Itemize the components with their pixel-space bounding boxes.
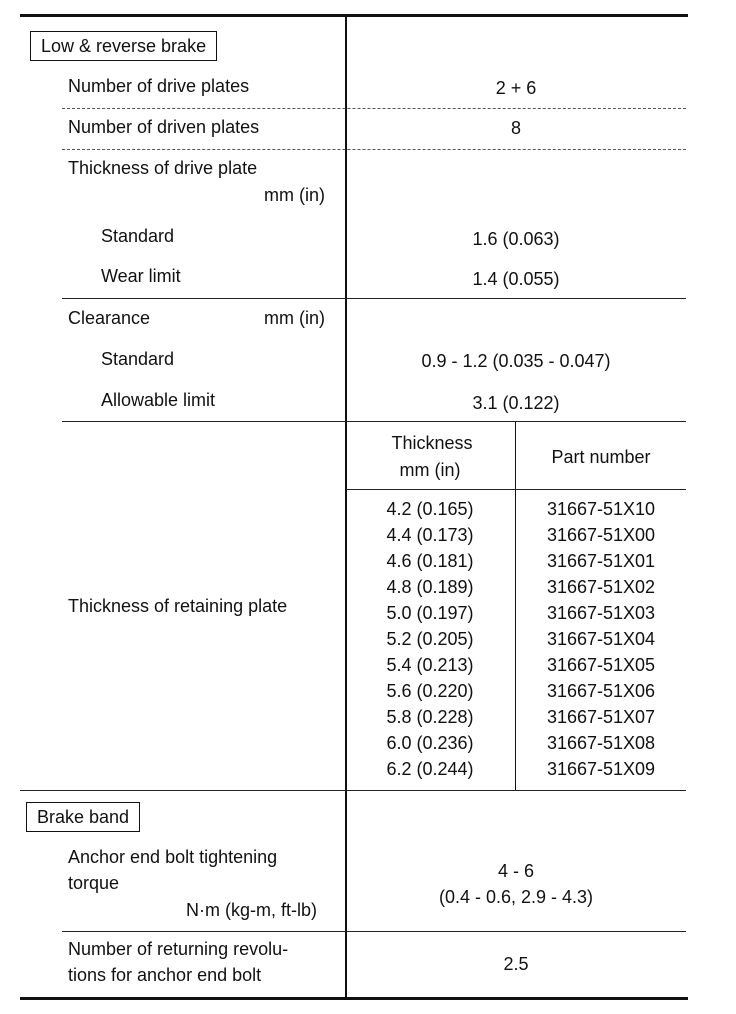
label-clearance-standard: Standard [101,349,175,369]
cell-thickness: 5.8 (0.228) [386,707,474,727]
label-returning-rev-line1: Number of returning revolu- [68,939,289,959]
cell-thickness: 5.6 (0.220) [386,681,474,701]
cell-thickness: 5.4 (0.213) [386,655,474,675]
value-clearance-standard: 0.9 - 1.2 (0.035 - 0.047) [421,351,611,371]
section-header-brake-band: Brake band [26,802,140,832]
label-clearance: Clearance [68,308,151,328]
top-border [20,14,688,17]
cell-thickness: 4.4 (0.173) [386,525,474,545]
row-divider [62,298,686,299]
label-anchor-torque-line2: torque [68,873,120,893]
cell-part-number: 31667-51X04 [546,629,656,649]
cell-thickness: 5.2 (0.205) [386,629,474,649]
cell-part-number: 31667-51X01 [546,551,656,571]
label-anchor-torque-line1: Anchor end bolt tightening [68,847,278,867]
cell-part-number: 31667-51X10 [546,499,656,519]
center-divider [345,15,347,1000]
value-anchor-torque-line2: (0.4 - 0.6, 2.9 - 4.3) [438,887,594,907]
cell-thickness: 4.2 (0.165) [386,499,474,519]
unit-drive-plate-thickness: mm (in) [264,185,325,205]
label-drive-plate-thickness: Thickness of drive plate [68,158,258,178]
label-returning-rev-line2: tions for anchor end bolt [68,965,262,985]
cell-part-number: 31667-51X02 [546,577,656,597]
cell-thickness: 6.2 (0.244) [386,759,474,779]
value-driven-plates: 8 [510,118,522,138]
cell-part-number: 31667-51X05 [546,655,656,675]
cell-part-number: 31667-51X09 [546,759,656,779]
value-drive-plates: 2 + 6 [495,78,537,98]
label-drive-plates: Number of drive plates [68,76,250,96]
cell-part-number: 31667-51X07 [546,707,656,727]
cell-part-number: 31667-51X06 [546,681,656,701]
value-drive-wear-limit: 1.4 (0.055) [472,269,560,289]
row-divider [62,149,686,150]
cell-thickness: 4.6 (0.181) [386,551,474,571]
cell-thickness: 5.0 (0.197) [386,603,474,623]
row-divider [62,931,686,932]
value-returning-rev: 2.5 [503,954,529,974]
section-header-low-reverse-brake: Low & reverse brake [30,31,217,61]
row-divider [62,108,686,109]
cell-part-number: 31667-51X03 [546,603,656,623]
value-anchor-torque-line1: 4 - 6 [497,861,535,881]
section-divider [20,790,686,791]
cell-part-number: 31667-51X00 [546,525,656,545]
cell-part-number: 31667-51X08 [546,733,656,753]
unit-clearance: mm (in) [264,308,325,328]
cell-thickness: 4.8 (0.189) [386,577,474,597]
value-clearance-allowable: 3.1 (0.122) [472,393,560,413]
unit-anchor-torque: N·m (kg-m, ft-lb) [186,900,317,920]
header-thickness: Thickness [391,433,473,453]
header-thickness-unit: mm (in) [399,460,461,480]
value-drive-standard: 1.6 (0.063) [472,229,560,249]
label-clearance-allowable: Allowable limit [101,390,216,410]
bottom-border [20,997,688,1000]
header-part-number: Part number [551,447,651,467]
row-divider [62,421,686,422]
cell-thickness: 6.0 (0.236) [386,733,474,753]
subtable-divider [515,422,516,790]
label-drive-standard: Standard [101,226,175,246]
label-retaining-plate: Thickness of retaining plate [68,596,288,616]
subtable-header-divider [346,489,686,490]
label-driven-plates: Number of driven plates [68,117,260,137]
label-drive-wear-limit: Wear limit [101,266,181,286]
